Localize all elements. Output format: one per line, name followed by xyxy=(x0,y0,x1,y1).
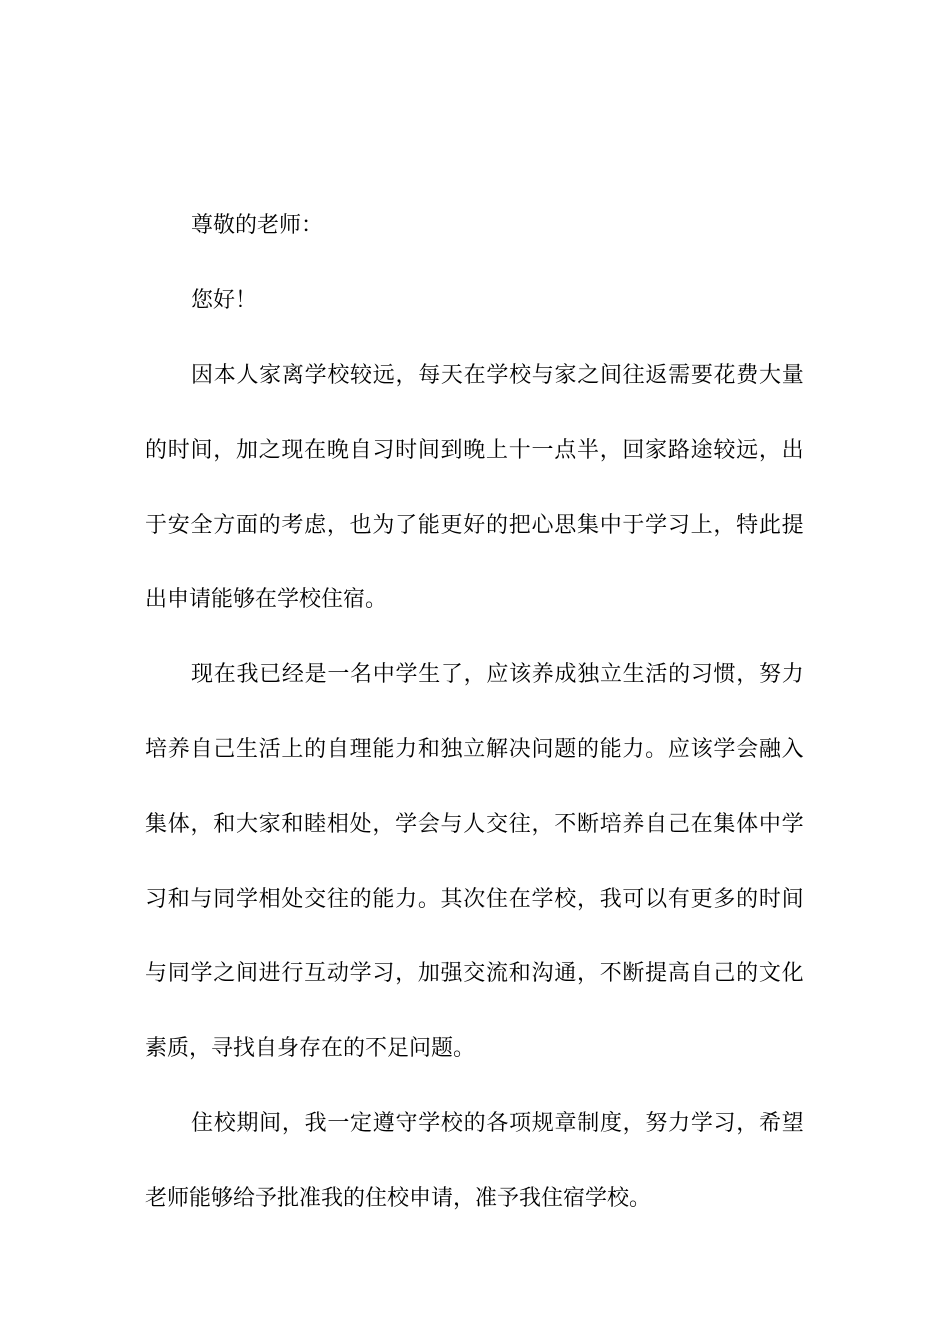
salutation: 尊敬的老师： xyxy=(191,213,324,238)
greeting: 您好！ xyxy=(191,288,258,313)
paragraph-2-line-2: 培 养 自 己 生 活 上 的 自 理 能 力 和 独 立 解 决 问 题 的 能 力 。 应 该 学 会 融 入 xyxy=(145,737,804,762)
paragraph-2-line-6: 素质，寻找自身存在的不足问题。 xyxy=(145,1036,476,1061)
paragraph-2-line-3: 集 体 ， 和 大 家 和 睦 相 处 ， 学 会 与 人 交 往 ， 不 断 培 养 自 己 在 集 体 中 学 xyxy=(145,812,804,837)
paragraph-1-line-1: 因 本 人 家 离 学 校 较 远 ， 每 天 在 学 校 与 家 之 间 往 返 需 要 花 费 大 量 xyxy=(191,363,804,388)
paragraph-1-line-2: 的 时 间 ， 加 之 现 在 晚 自 习 时 间 到 晚 上 十 一 点 半 ， 回 家 路 途 较 远 ， 出 xyxy=(145,438,804,463)
paragraph-2-line-4: 习 和 与 同 学 相 处 交 往 的 能 力 。 其 次 住 在 学 校 ， 我 可 以 有 更 多 的 时 间 xyxy=(145,887,804,912)
paragraph-2-line-5: 与 同 学 之 间 进 行 互 动 学 习 ， 加 强 交 流 和 沟 通 ， 不 断 提 高 自 己 的 文 化 xyxy=(145,961,804,986)
paragraph-3-line-2: 老师能够给予批准我的住校申请，准予我住宿学校。 xyxy=(145,1186,652,1211)
paragraph-3-line-1: 住 校 期 间 ， 我 一 定 遵 守 学 校 的 各 项 规 章 制 度 ， 努 力 学 习 ， 希 望 xyxy=(191,1111,804,1136)
paragraph-2-line-1: 现 在 我 已 经 是 一 名 中 学 生 了 ， 应 该 养 成 独 立 生 活 的 习 惯 ， 努 力 xyxy=(191,662,804,687)
paragraph-1-line-3: 于 安 全 方 面 的 考 虑 ， 也 为 了 能 更 好 的 把 心 思 集 中 于 学 习 上 ， 特 此 提 xyxy=(145,513,804,538)
paragraph-1-line-4: 出申请能够在学校住宿。 xyxy=(145,587,388,612)
